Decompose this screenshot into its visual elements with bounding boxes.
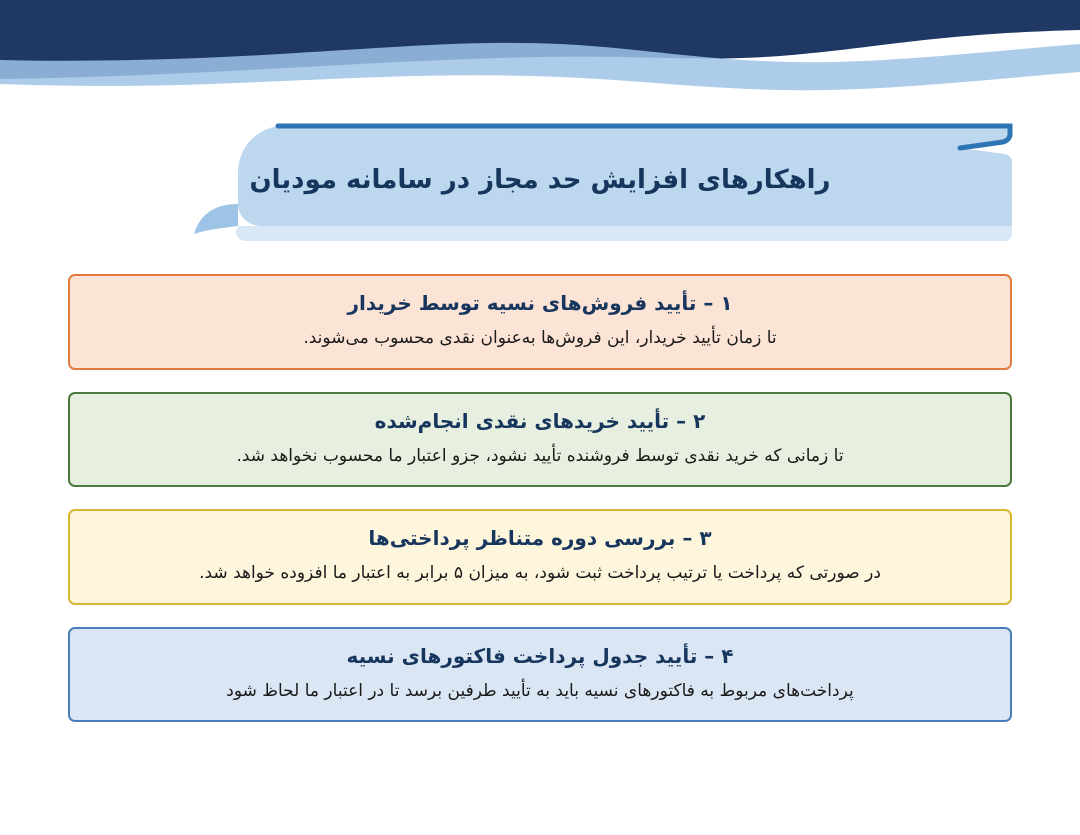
strategy-card-1-body: تا زمان تأیید خریدار، این فروش‌ها به‌عنوان نقدی محسوب می‌شوند.	[303, 328, 777, 348]
strategy-card-1-title: ۱ – تأیید فروش‌های نسیه توسط خریدار	[347, 291, 733, 315]
strategy-card-4-body: پرداخت‌های مربوط به فاکتورهای نسیه باید به تأیید طرفین برسد تا در اعتبار ما لحاظ شود	[226, 680, 854, 701]
strategy-card-3-title: ۳ – بررسی دوره متناظر پرداختی‌ها	[368, 526, 712, 550]
strategy-card-1	[68, 274, 1012, 370]
strategy-card-4-title: ۴ – تأیید جدول پرداخت فاکتورهای نسیه	[346, 643, 734, 668]
strategy-card-list	[0, 274, 1080, 744]
strategy-card-3	[68, 509, 1012, 605]
page-title: راهکارهای افزایش حد مجاز در سامانه مودیان	[249, 165, 831, 195]
title-ribbon	[0, 108, 1080, 253]
banner-dark-shape	[0, 0, 1080, 79]
strategy-card-4	[68, 627, 1012, 723]
strategy-card-2	[68, 392, 1012, 488]
top-decorative-banner	[0, 0, 1080, 110]
strategy-card-2-title: ۲ – تأیید خریدهای نقدی انجام‌شده	[374, 408, 706, 433]
ribbon-shadow	[236, 226, 1012, 241]
ribbon-fold	[194, 204, 238, 234]
strategy-card-3-body: در صورتی که پرداخت یا ترتیب پرداخت ثبت شود، به میزان ۵ برابر به اعتبار ما افزوده خواهد شد.	[199, 563, 881, 583]
banner-light-shape	[0, 43, 1080, 90]
strategy-card-2-body: تا زمانی که خرید نقدی توسط فروشنده تأیید نشود، جزو اعتبار ما محسوب نخواهد شد.	[236, 445, 844, 466]
